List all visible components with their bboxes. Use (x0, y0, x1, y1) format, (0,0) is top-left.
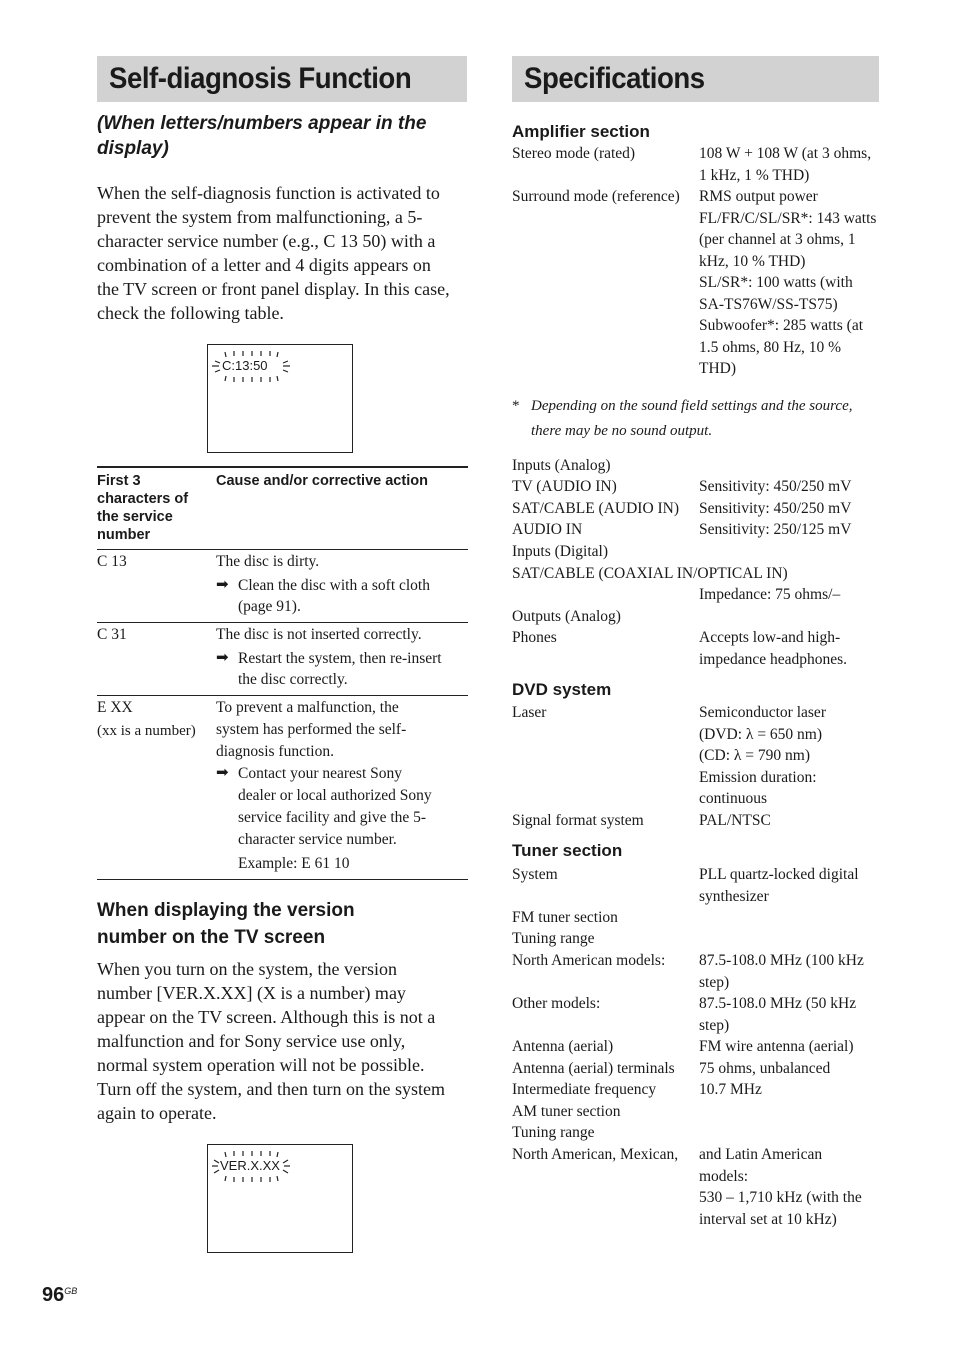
corrective-action: ➡ Clean the disc with a soft cloth (page 91). (216, 577, 430, 615)
footnote: * Depending on the sound field settings and the source, there may be no sound output. (512, 398, 853, 439)
heading-tuner-section: Tuner section (512, 841, 623, 860)
spec-label-antenna-terminals: Antenna (aerial) terminals (512, 1060, 675, 1077)
spec-label-signal-format: Signal format system (512, 812, 644, 829)
page-number-suffix: GB (64, 1286, 78, 1296)
spec-label-audio-in: AUDIO IN (512, 521, 583, 538)
service-code: C 31 (97, 626, 127, 643)
corrective-action: ➡ Restart the system, then re-insert the disc correctly. (216, 650, 442, 688)
tv-screen-illustration-service-code (207, 344, 353, 453)
spec-value-stereo: 108 W + 108 W (at 3 ohms, 1 kHz, 1 % THD) (699, 145, 872, 184)
spec-label-antenna: Antenna (aerial) (512, 1038, 614, 1055)
spec-value-north-american-mexican: and Latin American models: 530 – 1,710 kHz (with the interval set at 10 kHz) (699, 1146, 862, 1228)
spec-group-am-tuner: AM tuner section (512, 1103, 621, 1120)
table-header-row (97, 468, 468, 550)
service-code-note: (xx is a number) (97, 723, 196, 739)
spec-value-antenna-terminals: 75 ohms, unbalanced (699, 1060, 831, 1077)
screen-service-code-text: C:13:50 (222, 358, 268, 373)
table-row (97, 623, 468, 696)
section-title-self-diagnosis: Self-diagnosis Function (97, 56, 467, 102)
tv-screen-illustration-version (207, 1144, 353, 1253)
spec-value-phones: Accepts low-and high- impedance headphones. (699, 629, 848, 668)
spec-group-outputs-analog: Outputs (Analog) (512, 608, 621, 625)
spec-label-intermediate-frequency: Intermediate frequency (512, 1081, 657, 1098)
subtitle-letters-numbers: (When letters/numbers appear in the display) (97, 113, 427, 159)
spec-label-sat-coaxial: SAT/CABLE (COAXIAL IN/OPTICAL IN) (512, 565, 788, 582)
cause-text: The disc is dirty. (216, 553, 320, 570)
spec-value-tv: Sensitivity: 450/250 mV (699, 478, 852, 495)
arrow-right-icon: ➡ (216, 650, 229, 666)
arrow-right-icon: ➡ (216, 765, 229, 782)
spec-label-tuning-range: Tuning range (512, 930, 595, 947)
arrow-right-icon: ➡ (216, 577, 229, 593)
spec-value-intermediate-frequency: 10.7 MHz (699, 1081, 762, 1098)
spec-label-sat-cable: SAT/CABLE (AUDIO IN) (512, 500, 680, 517)
corrective-action: ➡ Contact your nearest Sony dealer or local authorized Sony service facility and give the 5- character service number. Example: E 61 10 (216, 763, 468, 874)
heading-amplifier-section: Amplifier section (512, 122, 650, 141)
page-number: $96^{GB}$ (42, 1284, 78, 1306)
spec-value-audio-in: Sensitivity: 250/125 mV (699, 521, 852, 538)
cause-text: To prevent a malfunction, the system has performed the self- diagnosis function. (216, 699, 407, 760)
spec-label-laser: Laser (512, 704, 547, 721)
spec-value-antenna: FM wire antenna (aerial) (699, 1038, 854, 1055)
screen-version-text: VER.X.XX (220, 1158, 280, 1173)
spec-label-system: System (512, 866, 558, 883)
spec-value-other-models: 87.5-108.0 MHz (50 kHz step) (699, 995, 857, 1034)
service-code: C 13 (97, 553, 127, 570)
version-paragraph: When you turn on the system, the version number [VER.X.XX] (X is a number) may appear on the TV screen. Although this is not a malfunction and for Sony service use only, normal system operation will not be possible. Turn off the system, and then turn on the system again to operate. (97, 959, 445, 1123)
spec-label-other-models: Other models: (512, 995, 601, 1012)
spec-value-north-american: 87.5-108.0 MHz (100 kHz step) (699, 952, 864, 991)
spec-value-sat-cable: Sensitivity: 450/250 mV (699, 500, 852, 517)
intro-paragraph: When the self-diagnosis function is activated to prevent the system from malfunctioning, a 5- character service number (e.g., C 13 50) with a combination of a letter and 4 digits appears on the TV screen or front panel display. In this case, check the following table. (97, 183, 450, 323)
spec-value-laser: Semiconductor laser (DVD: λ = 650 nm) (CD: λ = 790 nm) Emission duration: continuous (699, 704, 826, 807)
example-text: Example: E 61 10 (238, 854, 350, 872)
spec-group-fm-tuner: FM tuner section (512, 909, 618, 926)
service-code: E XX (xx is a number) (97, 697, 209, 742)
spec-group-inputs-analog: Inputs (Analog) (512, 457, 611, 474)
spec-value-system: PLL quartz-locked digital synthesizer (699, 866, 859, 905)
spec-value-impedance: Impedance: 75 ohms/– (699, 586, 841, 603)
table-header-code: First 3 characters of the service number (97, 473, 189, 543)
heading-dvd-system: DVD system (512, 680, 612, 699)
table-row (97, 550, 468, 623)
spec-label-north-american-mexican: North American, Mexican, (512, 1146, 679, 1163)
spec-label-phones: Phones (512, 629, 557, 646)
spec-label-surround: Surround mode (reference) (512, 188, 680, 205)
spec-group-inputs-digital: Inputs (Digital) (512, 543, 608, 560)
spec-label-stereo: Stereo mode (rated) (512, 145, 636, 162)
table-header-action: Cause and/or corrective action (216, 473, 428, 489)
spec-label-tv: TV (AUDIO IN) (512, 478, 617, 495)
spec-value-signal-format: PAL/NTSC (699, 812, 771, 829)
spec-label-tuning-range: Tuning range (512, 1124, 595, 1141)
cause-text: The disc is not inserted correctly. (216, 626, 422, 643)
heading-version-number: When displaying the version number on the TV screen (97, 900, 355, 948)
section-title-specifications: Specifications (512, 56, 879, 102)
spec-value-surround: RMS output power FL/FR/C/SL/SR*: 143 watts (per channel at 3 ohms, 1 kHz, 10 % THD) SL/SR*: 100 watts (with SA-TS76W/SS-TS75) Subwoofer*: 285 watts (at 1.5 ohms, 80 Hz, 10 % THD) (699, 188, 877, 377)
table-row (97, 696, 468, 879)
spec-label-north-american: North American models: (512, 952, 666, 969)
service-number-table (97, 466, 468, 880)
